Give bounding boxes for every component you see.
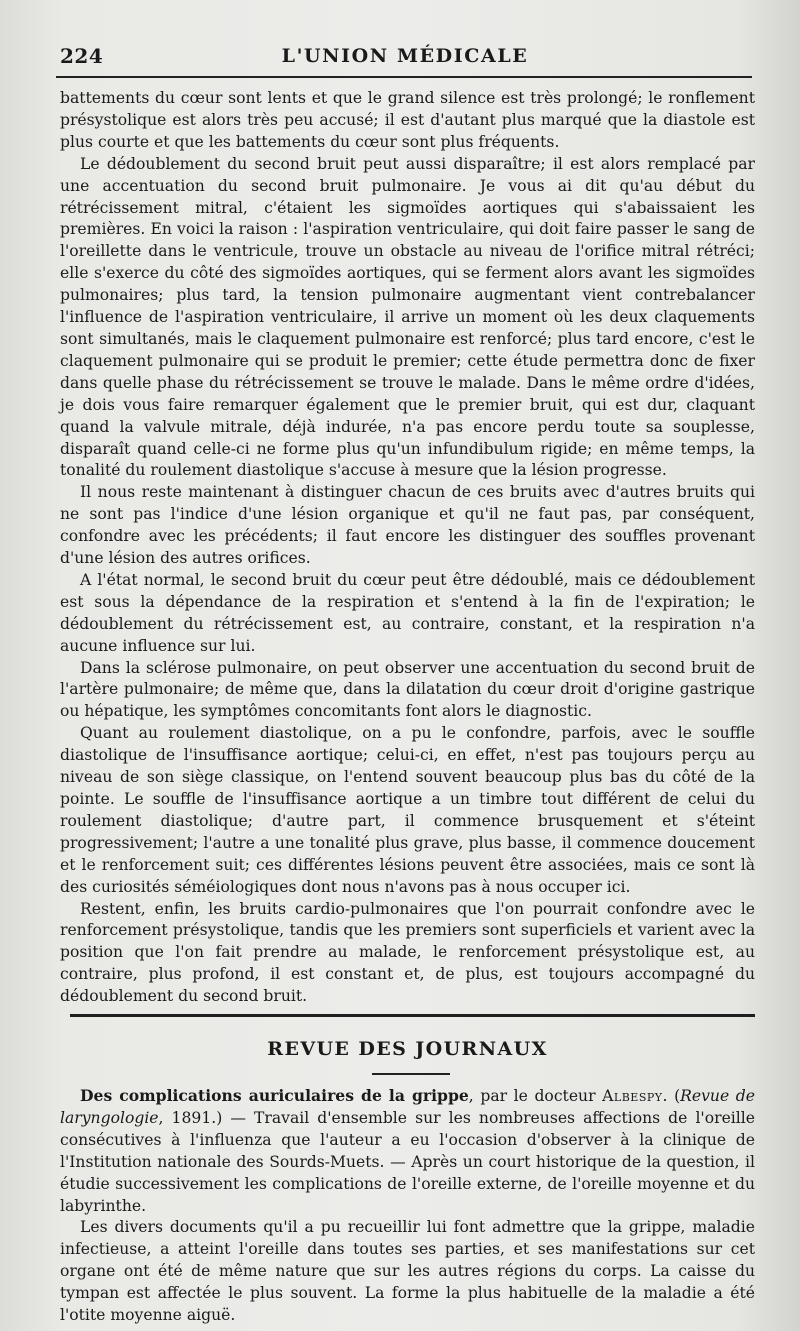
source-open: . (	[662, 1087, 681, 1105]
article-source: Revue de laryngologie	[60, 1087, 755, 1127]
section-title: REVUE DES JOURNAUX	[267, 1038, 548, 1060]
article-author: Albespy	[602, 1087, 663, 1105]
page-number: 224	[60, 44, 104, 68]
section-divider	[60, 1014, 755, 1018]
source-close: , 1891.) —	[158, 1108, 254, 1127]
article-intro: Travail d'ensemble sur les nombreuses affections de l'oreille consécutives à l'influenza que l'auteur a eu l'occasion d'observer à la clinique de l'Institution nationale des Sourds-Muets. — Après un court historique de la question, il étudie successivement les complications de l'oreille externe, de l'oreille moyenne et du labyrinthe.	[60, 1108, 755, 1215]
article-paragraph: Les divers documents qu'il a pu recueillir lui font admettre que la grippe, maladie infectieuse, a atteint l'oreille dans toutes ses parties, et ses manifestations sur cet organe ont été de même nature que sur les autres régions du corps. La caisse du tympan est affectée le plus souvent. La forme la plus habituelle de la maladie a été l'otite moyenne aiguë.	[60, 1218, 755, 1325]
paragraph: battements du cœur sont lents et que le grand silence est très prolongé; le ronflement présystolique est alors très peu accusé; il est d'autant plus marqué que la diastole est plus courte et que les battements du cœur sont plus fréquents.	[60, 89, 755, 151]
header-rule	[56, 76, 752, 78]
article-paragraph	[60, 1085, 755, 1217]
paragraph: Quant au roulement diastolique, on a pu le confondre, parfois, avec le souffle diastolique de l'insuffisance aortique; celui-ci, en effet, n'est pas toujours perçu au niveau de son siège classique, on l'entend souvent beaucoup plus bas du côté de la pointe. Le souffle de l'insuffisance aortique a un timbre tout différent de celui du roulement diastolique; d'autre part, il commence brusquement et s'éteint progressivement; l'autre a une tonalité plus grave, plus basse, il commence doucement et le renforcement suit; ces différentes lésions peuvent être associées, mais ce sont là des curiosités séméiologiques dont nous n'avons pas à nous occuper ici.	[60, 724, 755, 896]
paragraph: Restent, enfin, les bruits cardio-pulmonaires que l'on pourrait confondre avec le renforcement présystolique, tandis que les premiers sont superficiels et varient avec la position que l'on fait prendre au malade, le renforcement présystolique est, au contraire, plus profond, il est constant et, de plus, est toujours accompagné du dédoublement du second bruit.	[60, 899, 755, 1006]
paragraph: A l'état normal, le second bruit du cœur peut être dédoublé, mais ce dédoublement est sous la dépendance de la respiration et s'entend à la fin de l'expiration; le dédoublement du rétrécissement est, au contraire, constant, et la respiration n'a aucune influence sur lui.	[60, 570, 755, 655]
journal-review	[60, 1085, 755, 1327]
article-title: Des complications auriculaires de la grippe	[80, 1086, 469, 1105]
paragraph: Il nous reste maintenant à distinguer chacun de ces bruits avec d'autres bruits qui ne sont pas l'indice d'une lésion organique et qu'il ne faut pas, par conséquent, confondre avec les précédents; il faut encore les distinguer des souffles provenant d'une lésion des autres orifices.	[60, 483, 755, 568]
running-head: L'UNION MÉDICALE	[281, 45, 529, 67]
section-rule	[70, 1014, 755, 1017]
byline-prefix: , par le docteur	[468, 1087, 603, 1105]
page-header	[60, 44, 750, 74]
section-title-rule	[372, 1073, 450, 1075]
paragraph: Dans la sclérose pulmonaire, on peut observer une accentuation du second bruit de l'artère pulmonaire; de même que, dans la dilatation du cœur droit d'origine gastrique ou hépatique, les symptômes concomitants font alors le diagnostic.	[60, 658, 755, 721]
main-text	[60, 88, 755, 1008]
paragraph: Le dédoublement du second bruit peut aussi disparaître; il est alors remplacé par une accentuation du second bruit pulmonaire. Je vous ai dit qu'au début du rétrécissement mitral, c'étaient les sigmoïdes aortiques qui s'abaissaient les premières. En voici la raison : l'aspiration ventriculaire, qui doit faire passer le sang de l'oreillette dans le ventricule, trouve un obstacle au niveau de l'orifice mitral rétréci; elle s'exerce du côté des sigmoïdes aortiques, qui se ferment alors avant les sigmoïdes pulmonaires; plus tard, la tension pulmonaire augmentant vient contrebalancer l'influence de l'aspiration ventriculaire, il arrive un moment où les deux claquements sont simultanés, mais le claquement pulmonaire est renforcé; plus tard encore, c'est le claquement pulmonaire qui se produit le premier; cette étude permettra donc de fixer dans quelle phase du rétrécissement se trouve le malade. Dans le même ordre d'idées, je dois vous faire remarquer également que le premier bruit, qui est dur, claquant quand la valvule mitrale, déjà indurée, n'a pas encore perdu toute sa souplesse, disparaît quand celle-ci ne forme plus qu'un infundibulum rigide; en même temps, la tonalité du roulement diastolique s'accuse à mesure que la lésion progresse.	[60, 154, 755, 480]
